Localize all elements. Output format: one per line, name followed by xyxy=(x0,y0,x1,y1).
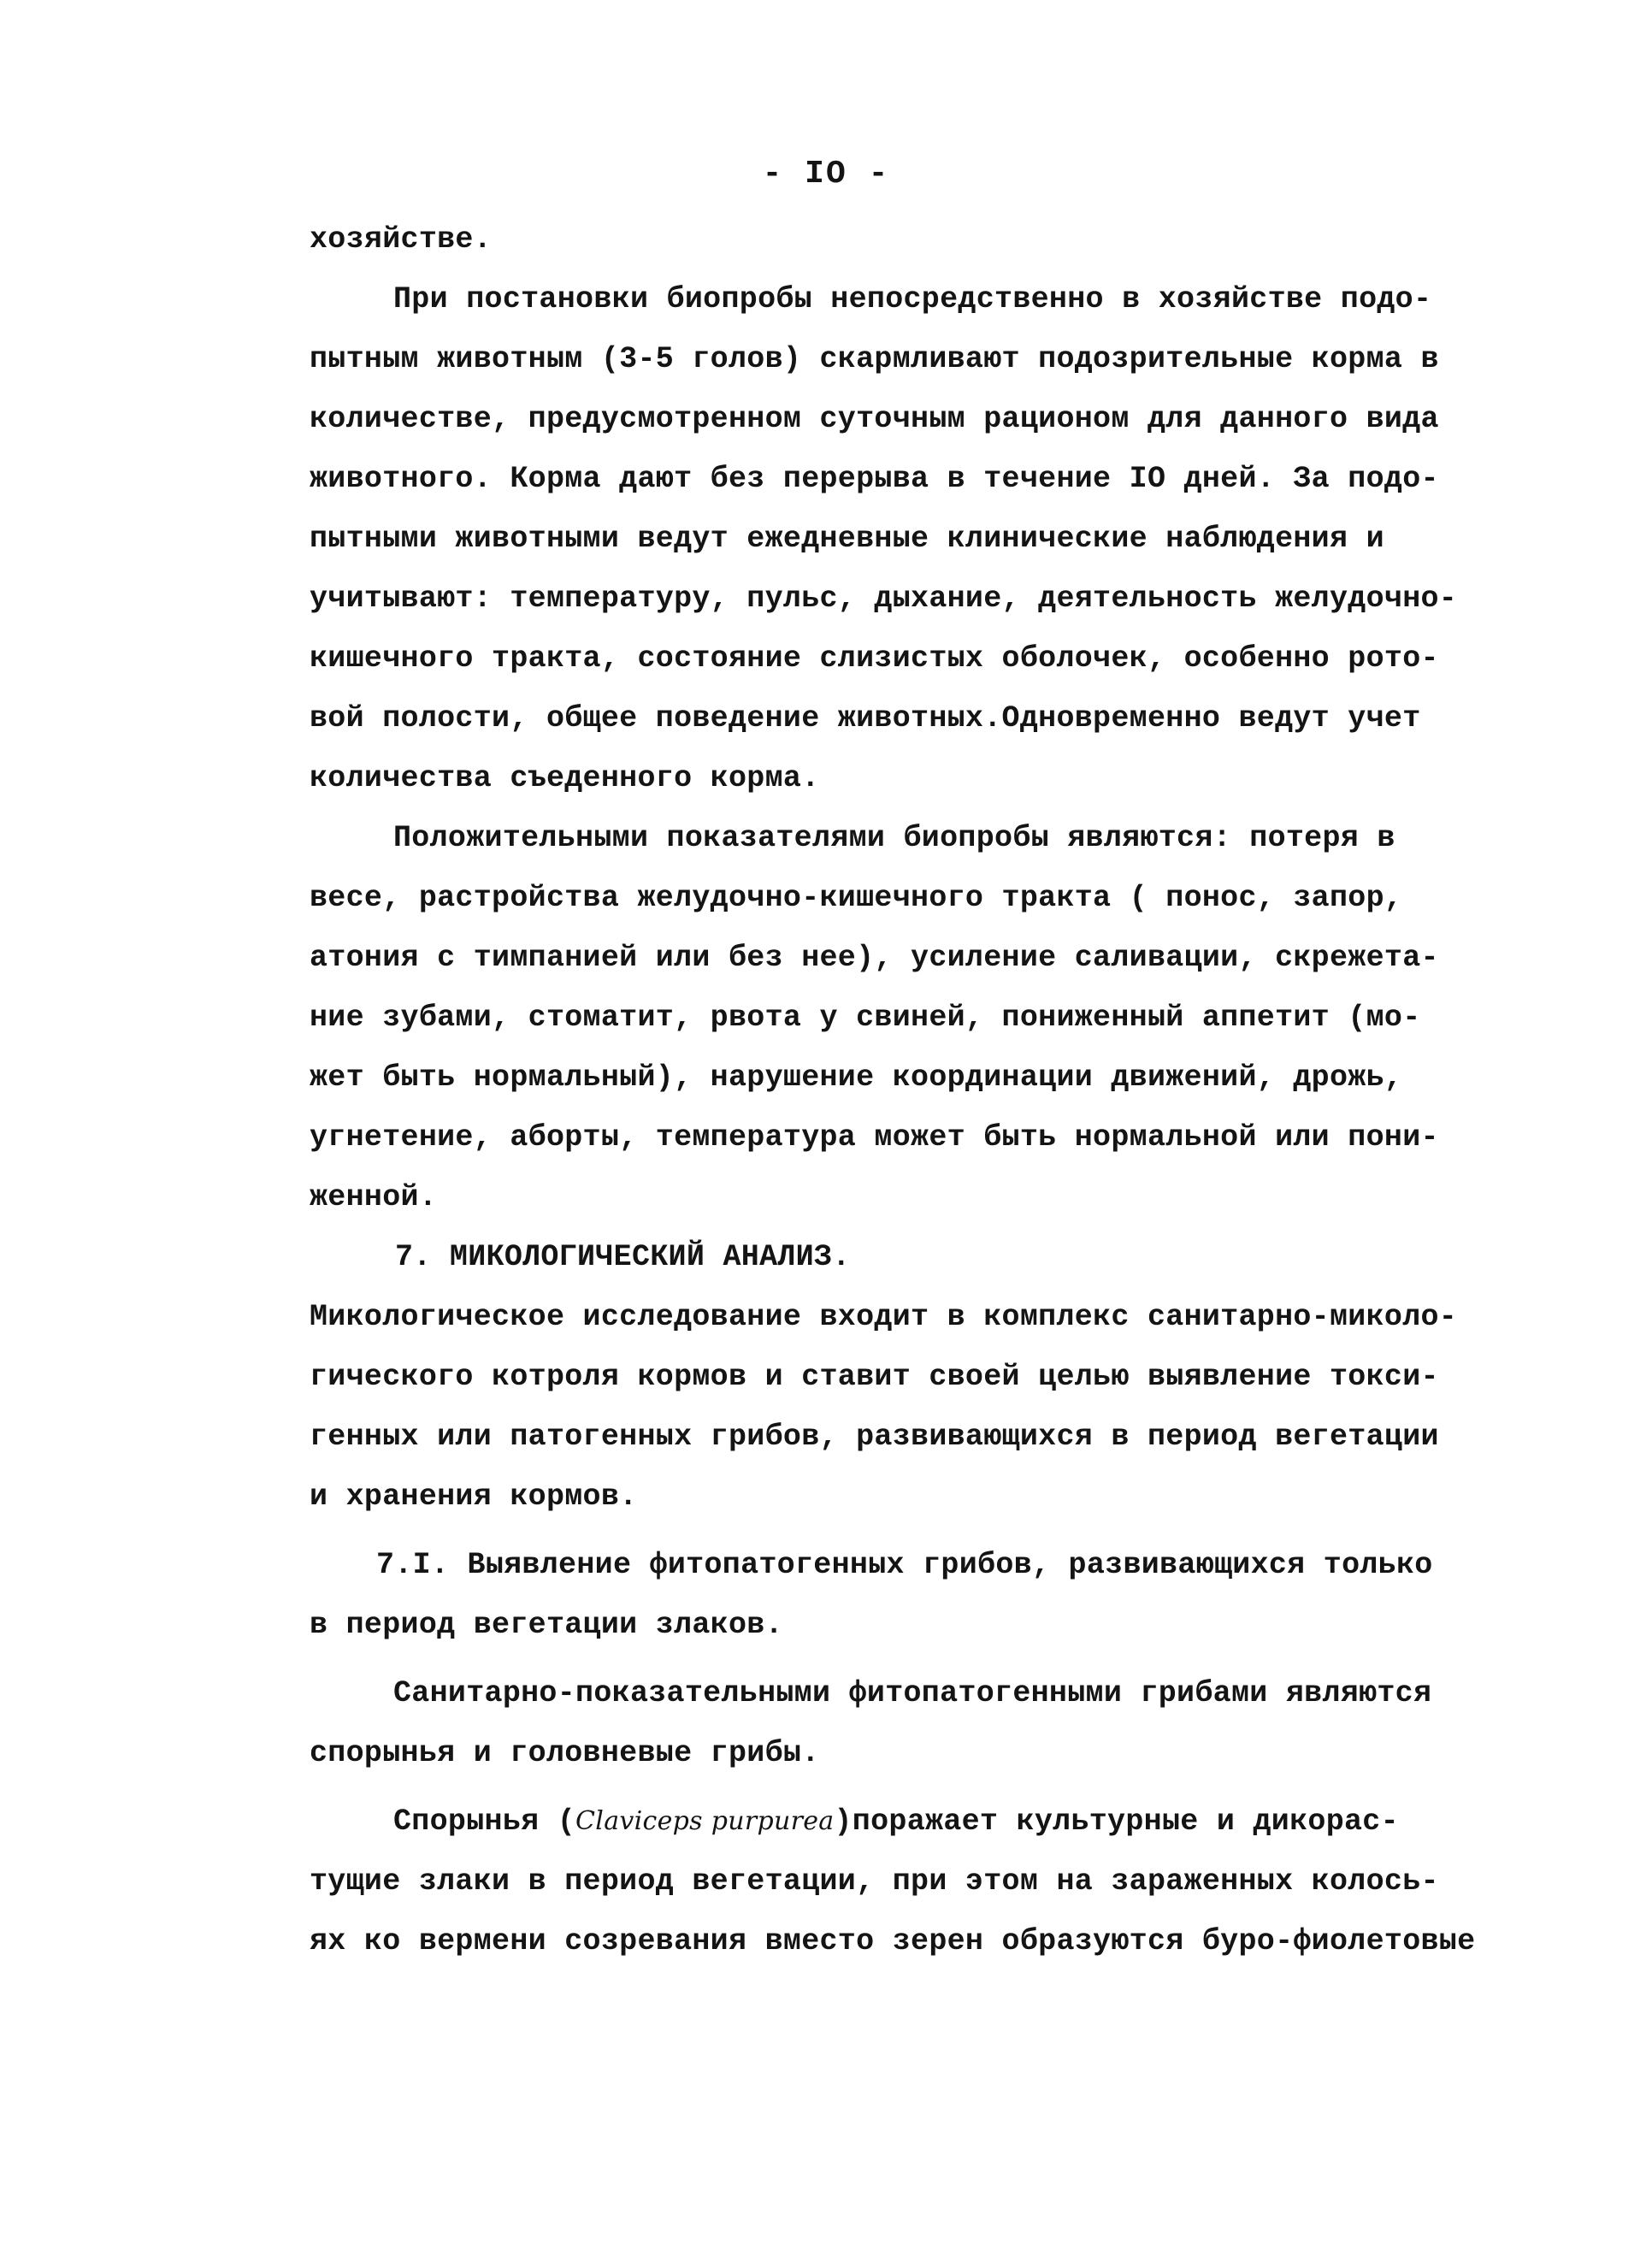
text-line: количестве, предусмотренном суточным рационом для данного вида xyxy=(310,402,1439,436)
text-line: животного. Корма дают без перерыва в течение IO дней. За подо- xyxy=(310,462,1439,496)
text-line: пытным животным (3-5 голов) скармливают подозрительные корма в xyxy=(310,342,1439,376)
text-line: Положительными показателями биопробы являются: потеря в xyxy=(393,821,1395,855)
text-line: вой полости, общее поведение животных.Одновременно ведут учет xyxy=(310,701,1421,735)
section-heading: 7. МИКОЛОГИЧЕСКИЙ АНАЛИЗ. xyxy=(395,1240,851,1274)
text-line: генных или патогенных грибов, развивающихся в период вегетации xyxy=(310,1420,1439,1454)
text-line: учитывают: температуру, пульс, дыхание, деятельность желудочно- xyxy=(310,582,1458,616)
text-line: и хранения кормов. xyxy=(310,1480,638,1514)
text-line: весе, растройства желудочно-кишечного тракта ( понос, запор, xyxy=(310,881,1403,915)
text-line: При постановки биопробы непосредственно в хозяйстве подо- xyxy=(393,282,1432,316)
text-line: угнетение, аборты, температура может быть нормальной или пони- xyxy=(310,1120,1439,1155)
text-line: пытными животными ведут ежедневные клинические наблюдения и xyxy=(310,522,1384,556)
text-line: ях ко вермени созревания вместо зерен образуются буро-фиолетовые xyxy=(310,1924,1476,1958)
page-number: - IO - xyxy=(762,156,890,192)
subsection-heading: 7.I. Выявление фитопатогенных грибов, развивающихся только xyxy=(376,1548,1433,1582)
text-line: хозяйстве. xyxy=(310,222,493,257)
text-line: кишечного тракта, состояние слизистых оболочек, особенно рото- xyxy=(310,641,1439,676)
text-line: спорынья и головневые грибы. xyxy=(310,1736,820,1770)
text-segment: )поражает культурные и дикорас- xyxy=(834,1804,1399,1839)
text-line-ergot xyxy=(393,1803,1399,1840)
text-line: Санитарно-показательными фитопатогенными грибами являются xyxy=(393,1676,1432,1710)
text-line: женной. xyxy=(310,1180,438,1214)
text-line: атония с тимпанией или без нее), усиление саливации, скрежета- xyxy=(310,941,1439,975)
text-line: гического котроля кормов и ставит своей целью выявление токси- xyxy=(310,1360,1439,1394)
text-line: ние зубами, стоматит, рвота у свиней, пониженный аппетит (мо- xyxy=(310,1001,1421,1035)
text-line: количества съеденного корма. xyxy=(310,761,820,795)
text-line: тущие злаки в период вегетации, при этом на зараженных колось- xyxy=(310,1864,1439,1899)
handwritten-latin-name: Claviceps purpurea xyxy=(575,1806,835,1836)
text-line: жет быть нормальный), нарушение координации движений, дрожь, xyxy=(310,1060,1403,1095)
text-line: в период вегетации злаков. xyxy=(310,1608,783,1642)
text-line: Микологическое исследование входит в комплекс санитарно-миколо- xyxy=(310,1300,1458,1334)
text-segment: Спорынья ( xyxy=(393,1804,576,1839)
